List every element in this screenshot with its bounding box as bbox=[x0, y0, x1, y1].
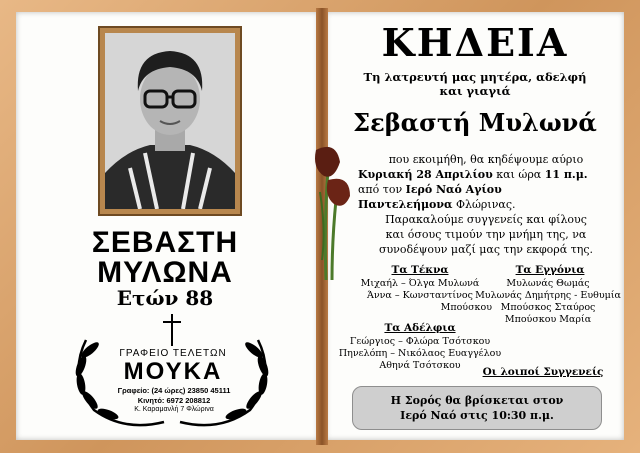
deceased-age: Ετών 88 bbox=[116, 286, 214, 310]
logo-phone: Γραφείο: (24 ώρες) 23850 45111 bbox=[117, 386, 231, 395]
intro-line: Τη λατρευτή μας μητέρα, αδελφή bbox=[363, 70, 587, 84]
page-title: ΚΗΔΕΙΑ bbox=[381, 20, 569, 65]
funeral-home-logo bbox=[64, 310, 280, 430]
intro-line: και γιαγιά bbox=[439, 84, 511, 98]
announce-line bbox=[358, 167, 614, 182]
list-item: Μυλωνάς Δημήτρης - Ευθυμία bbox=[475, 290, 621, 301]
logo-name: ΜΟΥΚΑ bbox=[123, 358, 223, 385]
list-item: Μυλωνάς Θωμάς bbox=[506, 278, 590, 289]
deceased-name-line1: ΣΕΒΑΣΤΗ bbox=[91, 226, 239, 259]
funeral-time: 11 π.μ. bbox=[544, 168, 588, 181]
grandchildren-list bbox=[474, 278, 622, 326]
portrait-illustration bbox=[105, 33, 235, 209]
intro-text bbox=[340, 70, 610, 98]
list-item: Μιχαήλ – Όλγα Μυλωνά bbox=[360, 278, 480, 289]
deceased-name: Σεβαστή Μυλωνά bbox=[353, 108, 597, 137]
church-name-cont: Παντελεήμονα bbox=[358, 198, 453, 211]
announce-line: και όσους τιμούν την μνήμη της, να bbox=[385, 228, 587, 241]
logo-title: ΓΡΑΦΕΙΟ ΤΕΛΕΤΩΝ bbox=[119, 348, 227, 359]
children-heading: Τα Τέκνα bbox=[391, 264, 449, 276]
wake-notice-line: Ιερό Ναό στις 10:30 π.μ. bbox=[400, 409, 554, 422]
logo-address: Κ. Καραμανλή 7 Φλώρινα bbox=[134, 406, 214, 413]
list-item: Γεώργιος – Φλώρα Τσότσκου bbox=[349, 336, 491, 347]
list-item: Αθηνά Τσότσκου bbox=[379, 360, 461, 371]
calla-lily-icon bbox=[306, 140, 354, 280]
announce-line: Παρακαλούμε συγγενείς και φίλους bbox=[385, 213, 587, 226]
list-item: Μπούσκος Σταύρος bbox=[500, 302, 596, 313]
announce-line bbox=[358, 197, 614, 212]
list-item: Άννα – Κωνσταντίνος bbox=[367, 290, 473, 301]
siblings-heading: Τα Αδέλφια bbox=[384, 322, 456, 334]
announcement-text bbox=[358, 152, 614, 257]
announce-line bbox=[358, 182, 614, 197]
portrait-frame bbox=[98, 26, 242, 216]
portrait-photo bbox=[105, 33, 235, 209]
announce-line: συνοδέψουν μαζί μας την εκφορά της. bbox=[378, 243, 593, 256]
announce-text: από τον bbox=[358, 183, 406, 196]
funeral-date: Κυριακή 28 Απριλίου bbox=[358, 168, 493, 181]
other-relatives: Οι λοιποί Συγγενείς bbox=[482, 366, 604, 378]
announce-text: Φλώρινας. bbox=[452, 198, 516, 211]
list-item: Μπούσκου Μαρία bbox=[504, 314, 592, 325]
grandchildren-heading: Τα Εγγόνια bbox=[515, 264, 585, 276]
church-name: Ιερό Ναό Αγίου bbox=[405, 183, 502, 196]
deceased-name-line2: ΜΥΛΩΝΑ bbox=[97, 256, 233, 289]
wake-notice-line: Η Σορός θα βρίσκεται στον bbox=[390, 394, 564, 407]
logo-mobile: Κινητό: 6972 208812 bbox=[137, 396, 211, 405]
announce-line: που εκοιμήθη, θα κηδέψουμε αύριο bbox=[388, 153, 584, 166]
list-item: Πηνελόπη – Νικόλαος Ευαγγέλου bbox=[338, 348, 502, 359]
wake-notice-box bbox=[352, 386, 602, 430]
announce-text: και ώρα bbox=[492, 168, 545, 181]
list-item: Μπούσκου bbox=[440, 302, 492, 313]
